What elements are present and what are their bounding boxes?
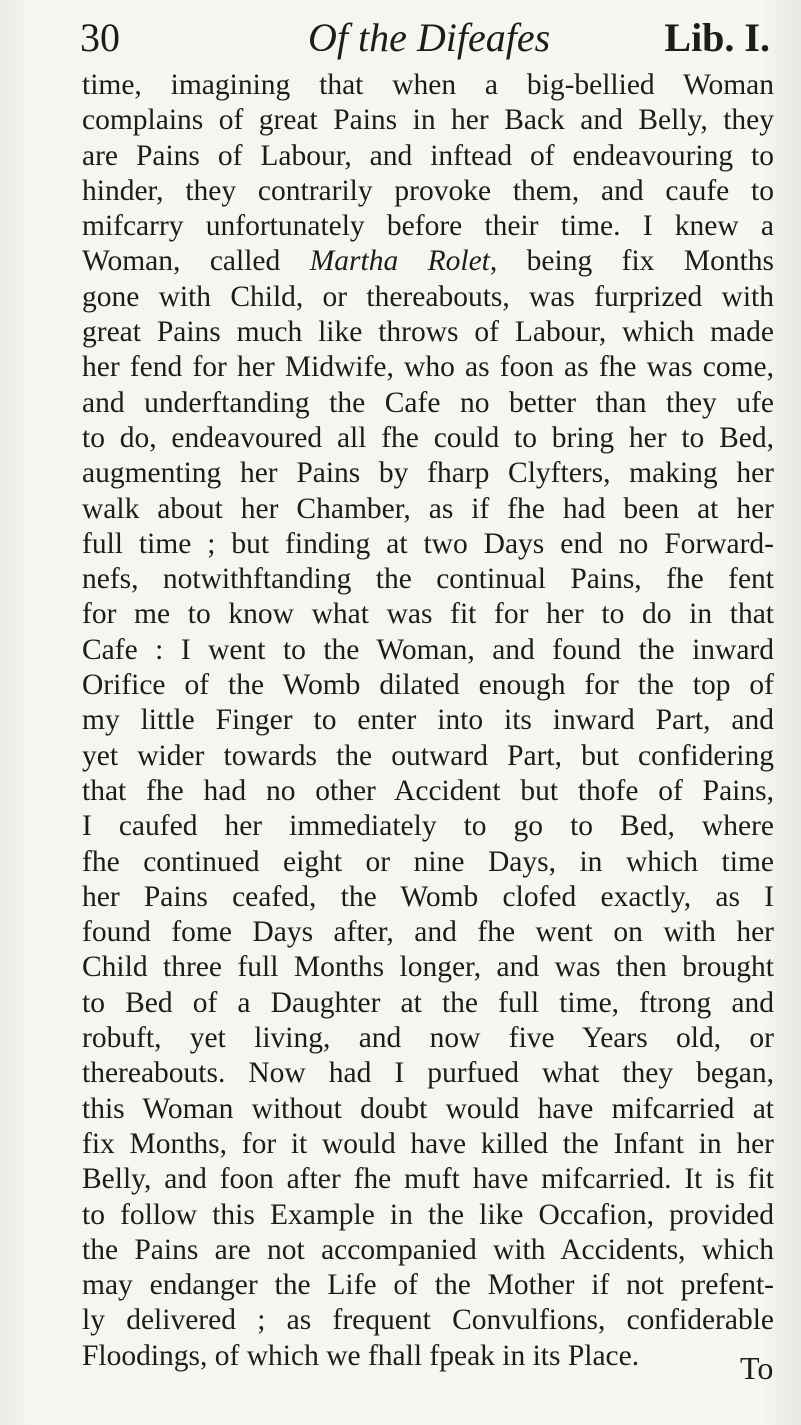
text-line: robuft, yet living, and now five Years old, or [82,1022,774,1055]
text-line: that fhe had no other Accident but thofe of Pains, [82,774,774,807]
text-line: the Pains are not accompanied with Accidents, which [82,1233,774,1266]
text-line: walk about her Chamber, as if fhe had been at her [82,492,774,525]
text-line: nefs, notwithftanding the continual Pains, fhe fent [82,563,774,596]
page-header [80,10,770,66]
text-line: gone with Child, or thereabouts, was furprized with [82,280,774,313]
text-line: augmenting her Pains by fharp Clyfters, making her [82,457,774,490]
text-line: this Woman without doubt would have mifcarried at [82,1092,774,1125]
text-line: hinder, they contrarily provoke them, and caufe to [82,174,774,207]
text-line: fhe continued eight or nine Days, in which time [82,845,774,878]
text-line: Woman, called Martha Rolet, being fix Months [82,245,774,278]
text-line: Floodings, of which we fhall fpeak in its Place. [82,1339,640,1372]
text-line: her fend for her Midwife, who as foon as fhe was come, [82,351,774,384]
text-line: Belly, and foon after fhe muft have mifcarried. It is fit [82,1163,774,1196]
proper-name: Martha Rolet [309,245,490,278]
catchword: To [740,1350,774,1386]
text-line: for me to know what was fit for her to do in that [82,598,774,631]
text-line: are Pains of Labour, and inftead of endeavouring to [82,139,774,172]
text-line: to follow this Example in the like Occafion, provided [82,1198,774,1231]
text-line: yet wider towards the outward Part, but confidering [82,739,774,772]
body-text [82,68,774,1374]
text-line: ly delivered ; as frequent Convulfions, confiderable [82,1304,774,1337]
book-reference: Lib. I. [664,15,770,60]
text-line: Child three full Months longer, and was then brought [82,951,774,984]
text-line: time, imagining that when a big-bellied Woman [82,69,774,101]
text-line: great Pains much like throws of Labour, which made [82,316,774,349]
page-number: 30 [80,15,120,60]
text-line: fix Months, for it would have killed the Infant in her [82,1127,774,1160]
text-line: may endanger the Life of the Mother if not prefent- [82,1269,774,1302]
running-title: Of the Difeafes [308,15,551,60]
text-line: I caufed her immediately to go to Bed, where [82,810,774,843]
text-line: complains of great Pains in her Back and Belly, they [82,104,774,137]
text-line: found fome Days after, and fhe went on with her [82,916,774,949]
text-line: to Bed of a Daughter at the full time, ftrong and [82,986,774,1019]
text-line: to do, endeavoured all fhe could to bring her to Bed, [82,421,774,454]
text-line: mifcarry unfortunately before their time. I knew a [82,210,774,243]
text-line: my little Finger to enter into its inward Part, and [82,704,774,737]
text-line: full time ; but finding at two Days end no Forward- [82,527,774,560]
text-line: and underftanding the Cafe no better than they ufe [82,386,774,419]
text-line: her Pains ceafed, the Womb clofed exactly, as I [82,880,774,913]
text-line: Orifice of the Womb dilated enough for the top of [82,669,774,702]
text-line: thereabouts. Now had I purfued what they began, [82,1057,774,1090]
text-line: Cafe : I went to the Woman, and found the inward [82,633,774,666]
